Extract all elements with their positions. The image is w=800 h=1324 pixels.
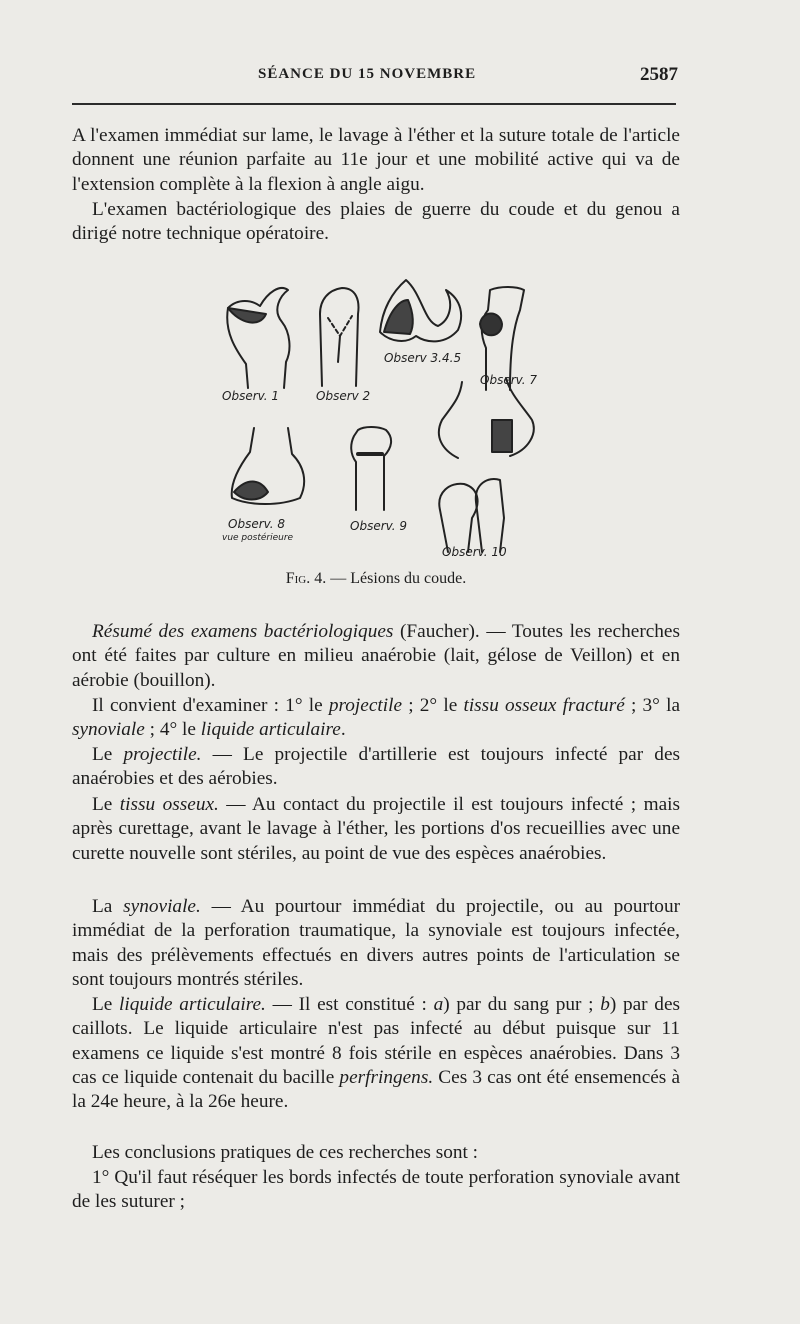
tissu-text: — Au contact du projectile il est toujours infecté ; mais après curettage, avant le lavage à l'éther, les portions d'os recueillies avec une curette nouvelle sont stériles, au point de vue des espèces anaérobies. bbox=[72, 794, 680, 864]
paragraph-synoviale bbox=[72, 895, 680, 992]
label-obs2: Observ 2 bbox=[316, 389, 371, 403]
examine-liquide: liquide articulaire bbox=[200, 719, 341, 741]
tissu-lead: Le bbox=[92, 794, 120, 815]
label-obs8: Observ. 8 bbox=[228, 517, 286, 531]
bone-obs10 bbox=[439, 378, 534, 552]
resume-title: Résumé des examens bactériologiques bbox=[92, 621, 394, 642]
liquide-t1: — Il est constitué : bbox=[265, 994, 434, 1015]
label-obs7: Observ. 7 bbox=[480, 373, 538, 387]
label-obs9: Observ. 9 bbox=[350, 519, 408, 533]
paragraph-liquide bbox=[72, 993, 680, 1114]
projectile-term: projectile. bbox=[123, 744, 202, 765]
caption-dash: — bbox=[326, 570, 351, 587]
paragraph-conclusion-1: 1° Qu'il faut réséquer les bords infectés de toute perforation synoviale avant de les suturer ; bbox=[72, 1167, 680, 1213]
resume-text: (Faucher). — Toutes les recherches ont été faites par culture en milieu anaérobie (lait, gélose de Veillon) et en aérobie (bouillon). bbox=[72, 621, 680, 691]
label-obs1: Observ. 1 bbox=[222, 389, 280, 403]
bone-obs9 bbox=[351, 427, 391, 510]
examine-tissu: tissu osseux fracturé bbox=[463, 695, 625, 716]
paragraph-bacterio: L'examen bactériologique des plaies de guerre du coude et du genou a dirigé notre technique opératoire. bbox=[72, 199, 680, 245]
paragraph-projectile bbox=[72, 743, 680, 792]
projectile-lead: Le bbox=[92, 744, 124, 765]
examine-synoviale: synoviale bbox=[72, 719, 145, 741]
liquide-t3: ) par des caillots. Le liquide articulaire n'est pas infecté au début puisque sur 11 examens ce liquide s'est montré 8 fois stérile en espèces anaérobies. Dans 3 cas ce liquide contenait du bacille bbox=[72, 994, 681, 1088]
elbow-lesions-illustration bbox=[210, 270, 560, 570]
examine-projectile: projectile bbox=[328, 695, 403, 716]
examine-sep3: ; 4° le bbox=[144, 719, 201, 741]
paragraph-tissu bbox=[72, 793, 680, 866]
paragraph-intro: A l'examen immédiat sur lame, le lavage à l'éther et la suture totale de l'article donnent une réunion parfaite au 11e jour et une mobilité active qui va de l'extension complète à la flexion à angle aigu. bbox=[72, 125, 680, 195]
liquide-t2: ) par du sang pur ; bbox=[443, 994, 601, 1015]
examine-lead: Il convient d'examiner : 1° le bbox=[92, 695, 329, 716]
liquide-a: a bbox=[433, 994, 444, 1015]
bone-obs1 bbox=[227, 288, 289, 388]
bone-obs2 bbox=[320, 288, 358, 386]
liquide-b: b bbox=[600, 994, 610, 1015]
liquide-species: perfringens. bbox=[339, 1066, 434, 1088]
page-header bbox=[72, 62, 680, 86]
liquide-term: liquide articulaire. bbox=[119, 994, 266, 1015]
liquide-lead: Le bbox=[92, 994, 120, 1015]
bone-obs345 bbox=[380, 280, 461, 341]
label-obs345: Observ 3.4.5 bbox=[384, 351, 462, 365]
projectile-text: — Le projectile d'artillerie est toujours infecté par des anaérobies et des aérobies. bbox=[72, 744, 681, 790]
label-obs8-sub: vue postérieure bbox=[222, 533, 294, 543]
caption-number: Fig. 4. bbox=[285, 570, 327, 587]
paragraph-conclusions-intro: Les conclusions pratiques de ces recherches sont : bbox=[92, 1142, 479, 1163]
synoviale-term: synoviale. bbox=[123, 896, 201, 917]
figure-elbow-lesions bbox=[210, 270, 560, 570]
caption-text: Lésions du coude. bbox=[350, 570, 467, 587]
liquide-t4: Ces 3 cas ont été ensemencés à la 24e heure, à la 26e heure. bbox=[72, 1066, 681, 1113]
bone-obs8 bbox=[232, 428, 304, 504]
paragraph-resume bbox=[72, 620, 680, 693]
examine-sep2: ; 3° la bbox=[624, 695, 680, 716]
synoviale-lead: La bbox=[92, 896, 124, 917]
figure-caption bbox=[72, 570, 680, 588]
synoviale-text: — Au pourtour immédiat du projectile, ou au pourtour immédiat de la perforation traumatique, la synoviale est toujours infectée, mais des prélèvements effectués en divers autres points de l'articulation se sont toujours montrés stériles. bbox=[72, 896, 681, 990]
examine-end: . bbox=[340, 719, 346, 741]
page-number: 2587 bbox=[640, 64, 678, 85]
tissu-term: tissu osseux. bbox=[119, 794, 219, 815]
header-rule bbox=[72, 103, 676, 105]
label-obs10: Observ. 10 bbox=[442, 545, 507, 559]
examine-sep1: ; 2° le bbox=[402, 695, 464, 716]
running-head: SÉANCE DU 15 NOVEMBRE bbox=[258, 66, 477, 82]
paragraph-examine bbox=[72, 694, 680, 743]
